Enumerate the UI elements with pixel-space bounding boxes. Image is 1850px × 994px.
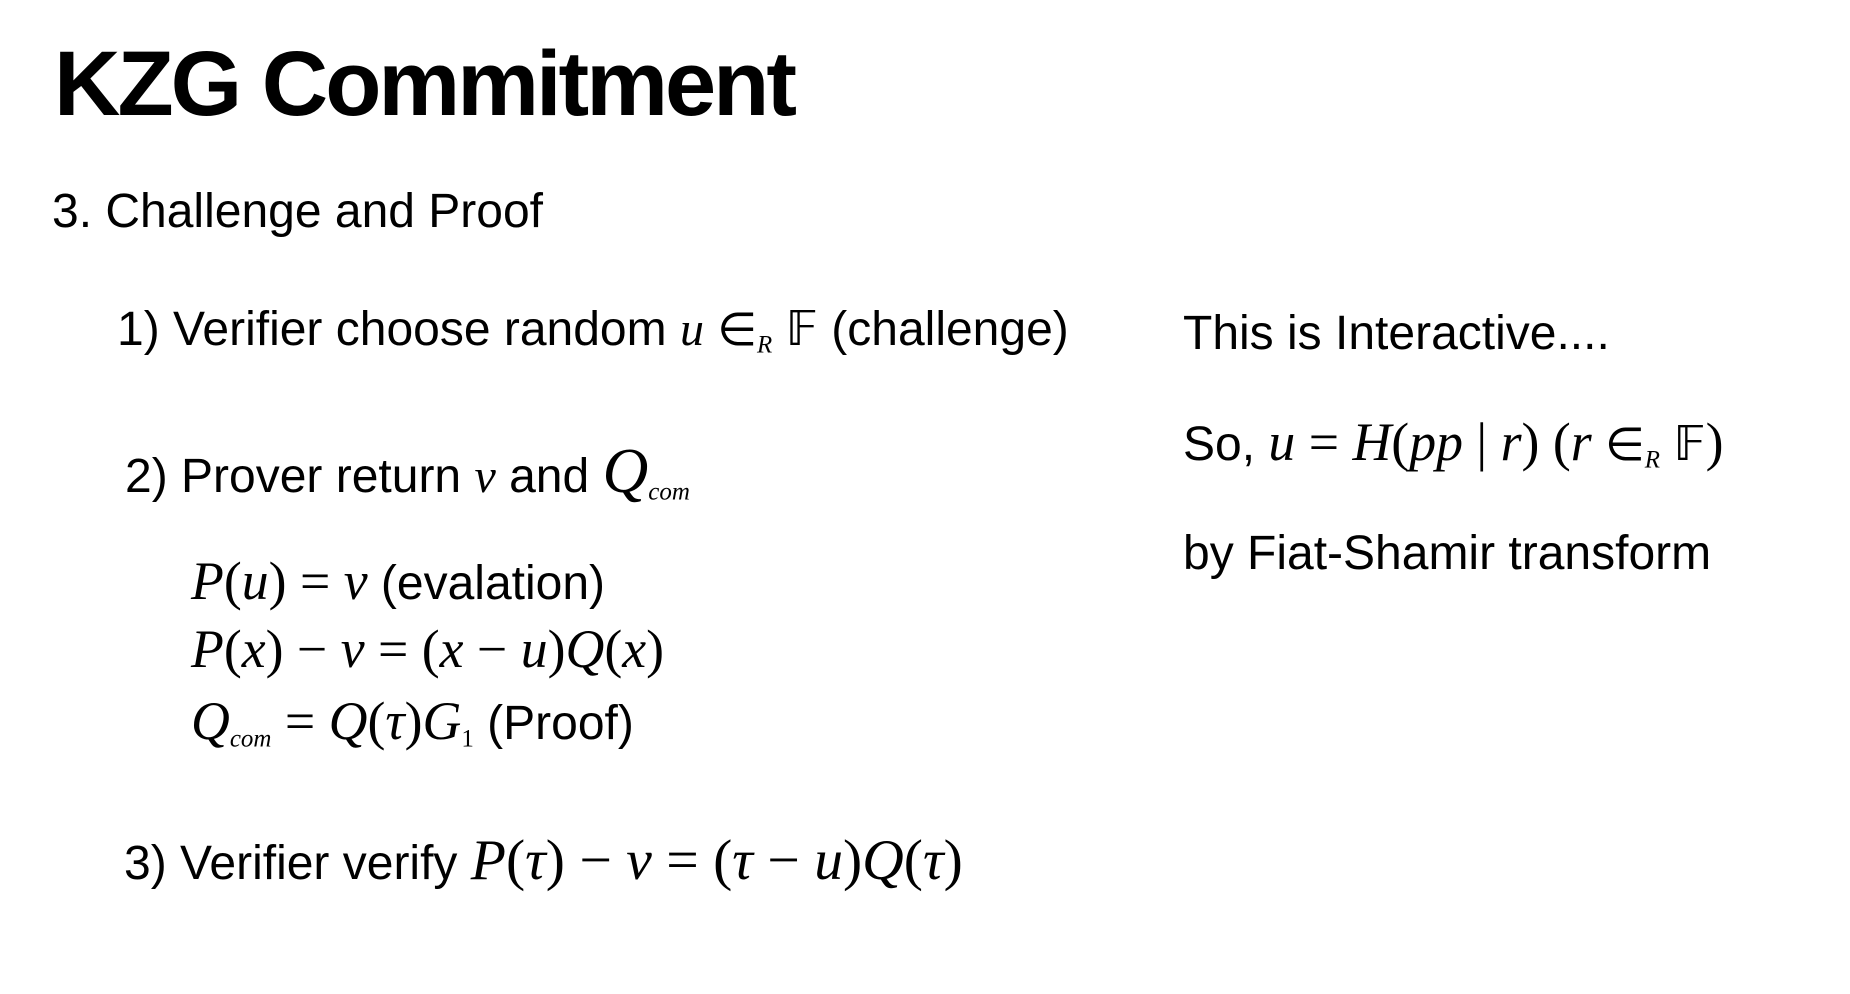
text-segment: −: [752, 829, 815, 892]
text-segment: R: [1644, 446, 1660, 474]
text-segment: ∈: [1605, 418, 1645, 471]
text-segment: −: [463, 619, 521, 679]
interactive-note: This is Interactive....: [1183, 307, 1610, 360]
text-segment: 1: [461, 725, 474, 753]
text-segment: 2) Prover return: [125, 450, 475, 503]
step-1-line: [117, 301, 1069, 359]
text-segment: v: [343, 551, 368, 611]
text-segment: = (: [651, 829, 733, 892]
text-segment: ): [404, 691, 423, 751]
text-segment: x: [439, 619, 464, 679]
text-segment: x: [622, 619, 647, 679]
text-segment: (challenge): [817, 303, 1069, 356]
text-segment: =: [271, 691, 329, 751]
text-segment: u: [1268, 412, 1296, 472]
text-segment: R: [757, 331, 773, 359]
text-segment: τ: [922, 829, 944, 892]
text-segment: pp: [1409, 412, 1463, 472]
text-segment: ): [547, 619, 566, 679]
text-segment: and: [495, 450, 603, 503]
text-segment: Q: [565, 619, 605, 679]
text-segment: x: [241, 619, 266, 679]
text-segment: v: [474, 450, 496, 503]
text-segment: (: [367, 691, 386, 751]
text-segment: ∈: [717, 303, 758, 356]
text-segment: ) =: [268, 551, 344, 611]
fiat-shamir-formula: [1183, 412, 1724, 474]
text-segment: H: [1352, 412, 1392, 472]
slide-title: KZG Commitment: [54, 33, 794, 135]
equation-proof: [191, 691, 634, 753]
text-segment: (: [604, 619, 623, 679]
text-segment: u: [679, 303, 704, 356]
text-segment: (evalation): [367, 557, 606, 610]
text-segment: u: [241, 551, 269, 611]
text-segment: = (: [364, 619, 440, 679]
text-segment: v: [626, 829, 652, 892]
text-segment: Q: [328, 691, 368, 751]
text-segment: τ: [732, 829, 753, 892]
text-segment: G: [422, 691, 462, 751]
text-segment: [1660, 418, 1673, 471]
text-segment: ): [1705, 412, 1724, 472]
text-segment: v: [340, 619, 365, 679]
text-segment: [1592, 418, 1605, 471]
text-segment: ): [943, 829, 963, 892]
text-segment: 1) Verifier choose random: [117, 303, 680, 356]
text-segment: So,: [1183, 418, 1269, 471]
text-segment: r: [1570, 412, 1592, 472]
text-segment: com: [229, 725, 272, 753]
text-segment: (Proof): [473, 697, 634, 750]
text-segment: Q: [862, 829, 904, 892]
text-segment: =: [1295, 412, 1353, 472]
text-segment: com: [648, 478, 690, 506]
text-segment: τ: [525, 829, 546, 892]
equation-quotient: [191, 619, 664, 679]
text-segment: 𝔽: [1673, 416, 1706, 472]
text-segment: r: [1500, 412, 1522, 472]
text-segment: 𝔽: [785, 301, 818, 357]
text-segment: Q: [602, 436, 649, 506]
text-segment: τ: [385, 691, 405, 751]
text-segment: [772, 303, 785, 356]
text-segment: (: [903, 829, 923, 892]
text-segment: ) −: [545, 829, 627, 892]
text-segment: 3) Verifier verify: [124, 837, 471, 890]
section-heading: 3. Challenge and Proof: [52, 185, 544, 238]
text-segment: P: [470, 829, 506, 892]
text-segment: ) (: [1521, 412, 1571, 472]
text-segment: (: [505, 829, 526, 892]
text-segment: (: [1391, 412, 1410, 472]
text-segment: ) −: [265, 619, 341, 679]
text-segment: u: [520, 619, 548, 679]
text-segment: ): [842, 829, 863, 892]
text-segment: P: [191, 551, 224, 611]
text-segment: [704, 303, 717, 356]
text-segment: P: [191, 619, 224, 679]
text-segment: u: [814, 829, 843, 892]
step-3-line: [124, 829, 963, 892]
text-segment: |: [1462, 412, 1501, 472]
fiat-shamir-note: by Fiat-Shamir transform: [1183, 527, 1712, 580]
text-segment: Q: [191, 691, 230, 751]
equation-evaluation: [191, 551, 606, 611]
step-2-line: [125, 436, 690, 506]
text-segment: ): [646, 619, 664, 679]
text-segment: (: [223, 551, 242, 611]
text-segment: (: [223, 619, 242, 679]
